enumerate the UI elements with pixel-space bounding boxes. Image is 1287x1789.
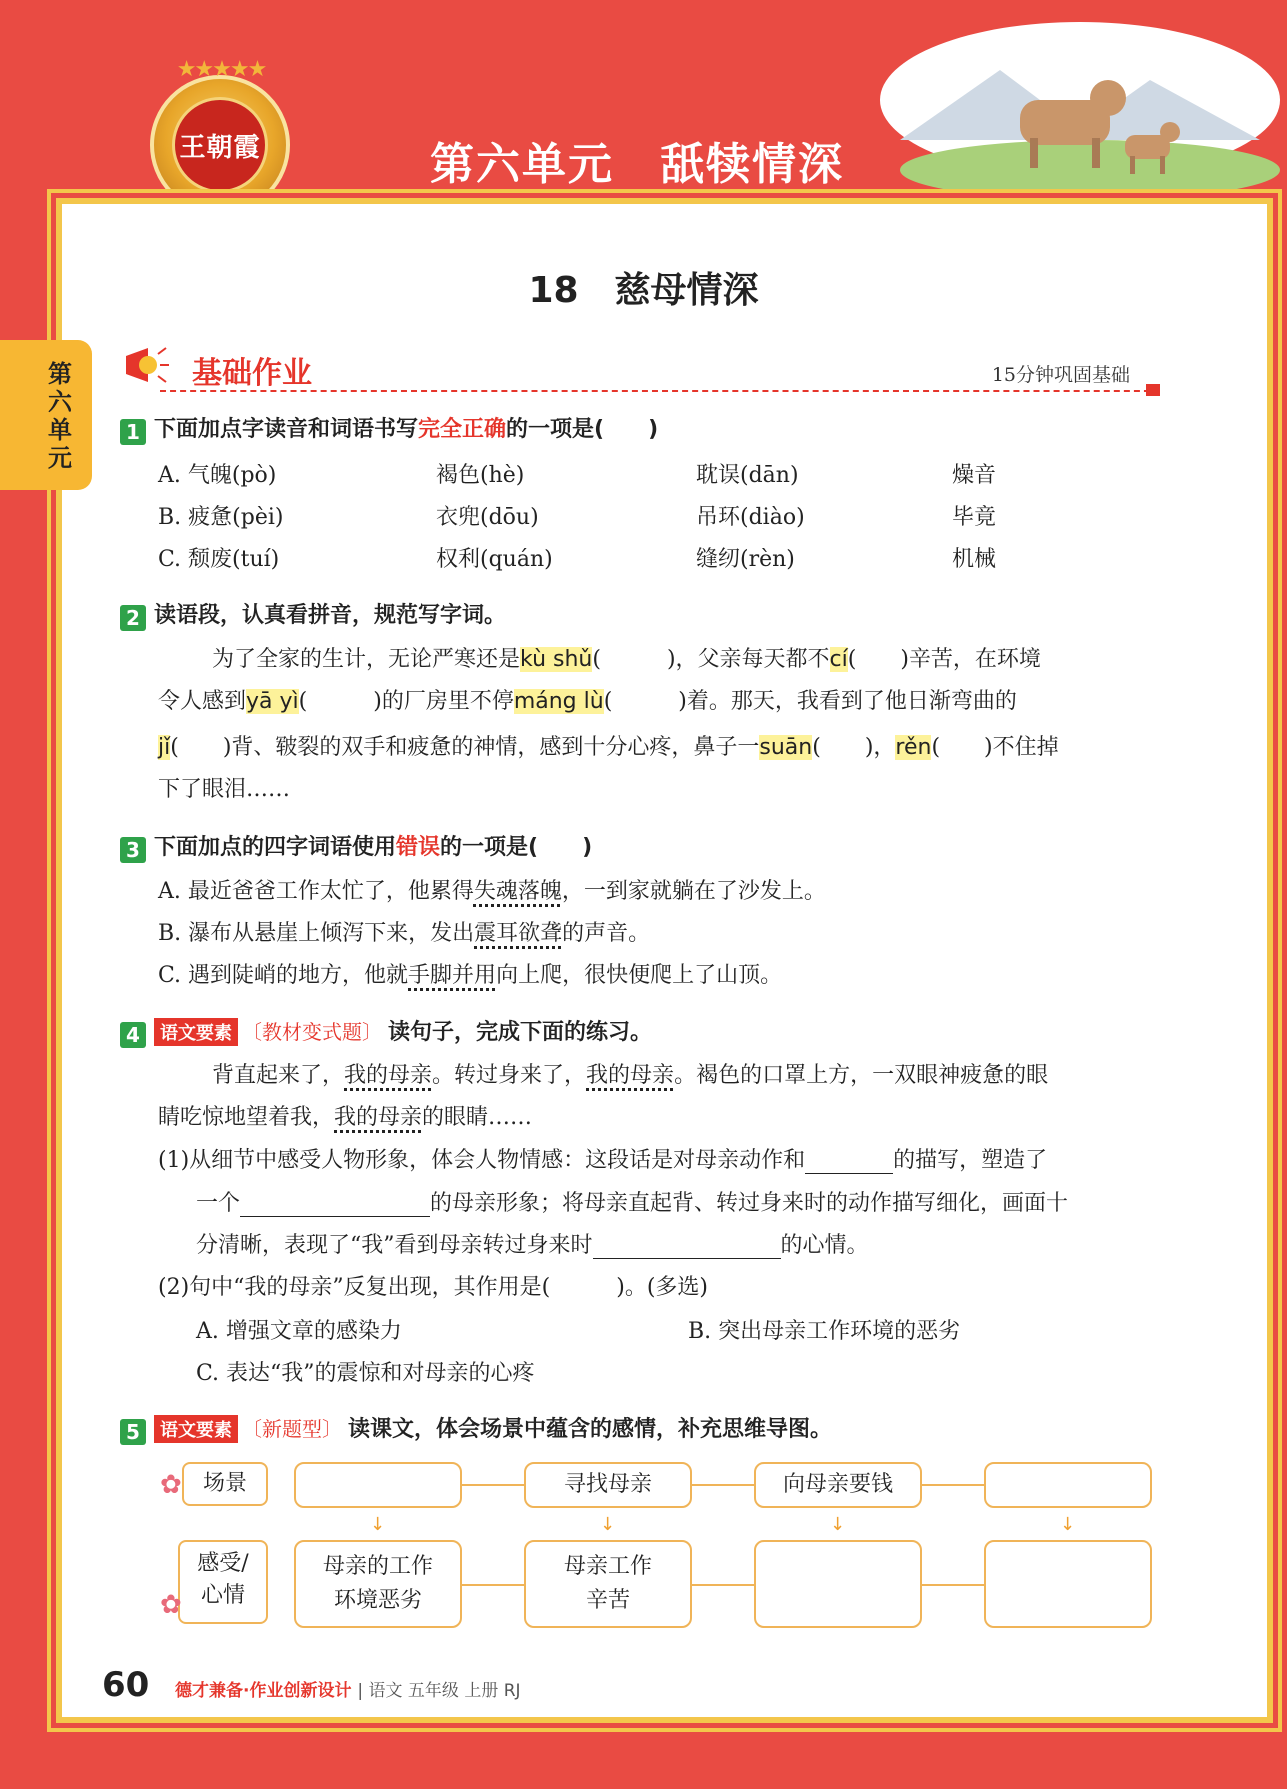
q4-sub-1-line-1: (1)从细节中感受人物形象，体会人物情感：这段话是对母亲动作和 的描写，塑造了 (158, 1148, 1048, 1173)
mindmap-feeling-3[interactable] (754, 1540, 922, 1628)
q3-option-c[interactable]: C. 遇到陡峭的地方，他就手脚并用向上爬，很快便爬上了山顶。 (158, 963, 783, 988)
down-arrow-icon: ↓ (1060, 1514, 1076, 1535)
footer-band (0, 1735, 1287, 1789)
question-number: 5 (120, 1419, 146, 1445)
cow-scene-illustration (880, 20, 1280, 200)
q1-c-word-3: 缝纫(rèn) (696, 547, 795, 572)
lesson-title: 18 慈母情深 (528, 270, 759, 311)
q1-b-word-4: 毕竟 (952, 505, 997, 530)
answer-blank[interactable] (240, 1191, 430, 1217)
q1-b-word-3: 吊环(diào) (696, 505, 805, 530)
pinyin-prompt: yā yì (246, 689, 299, 714)
question-3-stem: 3 下面加点的四字词语使用错误的一项是( ) (120, 830, 592, 863)
pinyin-prompt: kù shǔ (520, 647, 593, 672)
q2-passage-line-1: 为了全家的生计，无论严寒还是kù shǔ( )，父亲每天都不cí( )辛苦，在环境 (212, 647, 1041, 672)
mindmap-feeling-2: 母亲工作 辛苦 (524, 1540, 692, 1628)
q4-passage-line-2: 睛吃惊地望着我，我的母亲的眼睛…… (158, 1105, 533, 1130)
mindmap-scene-1[interactable] (294, 1462, 462, 1508)
section-header (120, 342, 1160, 392)
q4-sub-1-line-2: 一个 的母亲形象；将母亲直起背、转过身来时的动作描写细化，画面十 (196, 1191, 1069, 1216)
variant-tag: 〔新题型〕 (242, 1417, 342, 1441)
question-1-stem: 1 下面加点字读音和词语书写完全正确的一项是( ) (120, 412, 658, 445)
footer-brand: 德才兼备·作业创新设计 | 语文 五年级 上册 RJ (175, 1681, 521, 1701)
pinyin-prompt: jǐ (158, 735, 171, 760)
question-number: 3 (120, 837, 146, 863)
q4-option-a[interactable]: A. 增强文章的感染力 (196, 1319, 402, 1344)
logo-name: 王朝霞 (179, 132, 261, 163)
question-number: 1 (120, 419, 146, 445)
q3-option-b[interactable]: B. 瀑布从悬崖上倾泻下来，发出震耳欲聋的声音。 (158, 921, 651, 946)
pinyin-prompt: cí (829, 647, 848, 672)
mindmap-feeling-4[interactable] (984, 1540, 1152, 1628)
variant-tag: 〔教材变式题〕 (242, 1020, 382, 1044)
q4-sub-2: (2)句中“我的母亲”反复出现，其作用是( )。(多选) (158, 1275, 708, 1300)
mindmap-scene-3: 向母亲要钱 (754, 1462, 922, 1508)
unit-side-tab (0, 340, 92, 490)
element-tag: 语文要素 (154, 1415, 238, 1443)
connector (690, 1484, 754, 1486)
q4-sub-1-line-3: 分清晰，表现了“我”看到母亲转过身来时 的心情。 (196, 1233, 869, 1258)
q1-c-word-2: 权利(quán) (436, 547, 553, 572)
down-arrow-icon: ↓ (600, 1514, 616, 1535)
megaphone-icon (120, 342, 170, 388)
mindmap-row-label-feeling: 感受/ 心情 (178, 1540, 268, 1624)
connector (920, 1484, 984, 1486)
mindmap-feeling-1: 母亲的工作 环境恶劣 (294, 1540, 462, 1628)
question-number: 4 (120, 1022, 146, 1048)
page-number: 60 (102, 1665, 150, 1705)
answer-blank[interactable] (805, 1148, 893, 1174)
q2-passage-line-4: 下了眼泪…… (158, 777, 291, 802)
divider-end-mark (1146, 384, 1160, 396)
question-2-stem: 2 读语段，认真看拼音，规范写字词。 (120, 598, 506, 631)
mindmap-scene-2: 寻找母亲 (524, 1462, 692, 1508)
question-5-stem: 5 语文要素 〔新题型〕 读课文，体会场景中蕴含的感情，补充思维导图。 (120, 1412, 832, 1445)
question-number: 2 (120, 605, 146, 631)
unit-title: 第六单元 舐犊情深 (430, 139, 844, 190)
element-tag: 语文要素 (154, 1018, 238, 1046)
q2-passage-line-3: jǐ( )背、皲裂的双手和疲惫的神情，感到十分心疼，鼻子一suān( )，rěn( )不住掉 (158, 735, 1059, 760)
connector (690, 1584, 754, 1586)
connector (460, 1484, 524, 1486)
flower-icon: ✿ (160, 1470, 182, 1500)
flower-icon: ✿ (160, 1590, 182, 1620)
q1-option-a[interactable]: A. 气魄(pò) (158, 463, 277, 488)
q2-passage-line-2: 令人感到yā yì( )的厂房里不停máng lù( )着。那天，我看到了他日渐弯曲的 (158, 689, 1017, 714)
section-note: 15分钟巩固基础 (991, 364, 1130, 386)
down-arrow-icon: ↓ (370, 1514, 386, 1535)
mindmap-scene-4[interactable] (984, 1462, 1152, 1508)
down-arrow-icon: ↓ (830, 1514, 846, 1535)
mindmap-row-label-scene: 场景 (182, 1462, 268, 1506)
q3-option-a[interactable]: A. 最近爸爸工作太忙了，他累得失魂落魄，一到家就躺在了沙发上。 (158, 879, 826, 904)
q1-b-word-2: 衣兜(dōu) (436, 505, 539, 530)
q4-option-c[interactable]: C. 表达“我”的震惊和对母亲的心疼 (196, 1361, 535, 1386)
q4-option-b[interactable]: B. 突出母亲工作环境的恶劣 (688, 1319, 961, 1344)
side-tab-label: 第六单元 (48, 360, 72, 472)
section-divider (160, 390, 1160, 392)
q1-option-c[interactable]: C. 颓废(tuí) (158, 547, 280, 572)
q4-passage-line-1: 背直起来了，我的母亲。转过身来了，我的母亲。褐色的口罩上方，一双眼神疲惫的眼 (212, 1063, 1049, 1088)
pinyin-prompt: suān (759, 735, 813, 760)
connector (460, 1584, 524, 1586)
pinyin-prompt: máng lù (513, 689, 604, 714)
connector (920, 1584, 984, 1586)
brand-logo (150, 57, 290, 215)
q1-c-word-4: 机械 (952, 547, 997, 572)
q1-a-word-4: 燥音 (952, 463, 997, 488)
section-title: 基础作业 (192, 356, 312, 391)
pinyin-prompt: rěn (895, 735, 932, 760)
stars-icon: ★★★★★ (176, 57, 266, 82)
answer-blank[interactable] (593, 1233, 781, 1259)
q1-option-b[interactable]: B. 疲惫(pèi) (158, 505, 284, 530)
q1-a-word-2: 褐色(hè) (436, 463, 525, 488)
q1-a-word-3: 耽误(dān) (696, 463, 799, 488)
question-4-stem: 4 语文要素 〔教材变式题〕 读句子，完成下面的练习。 (120, 1015, 652, 1048)
